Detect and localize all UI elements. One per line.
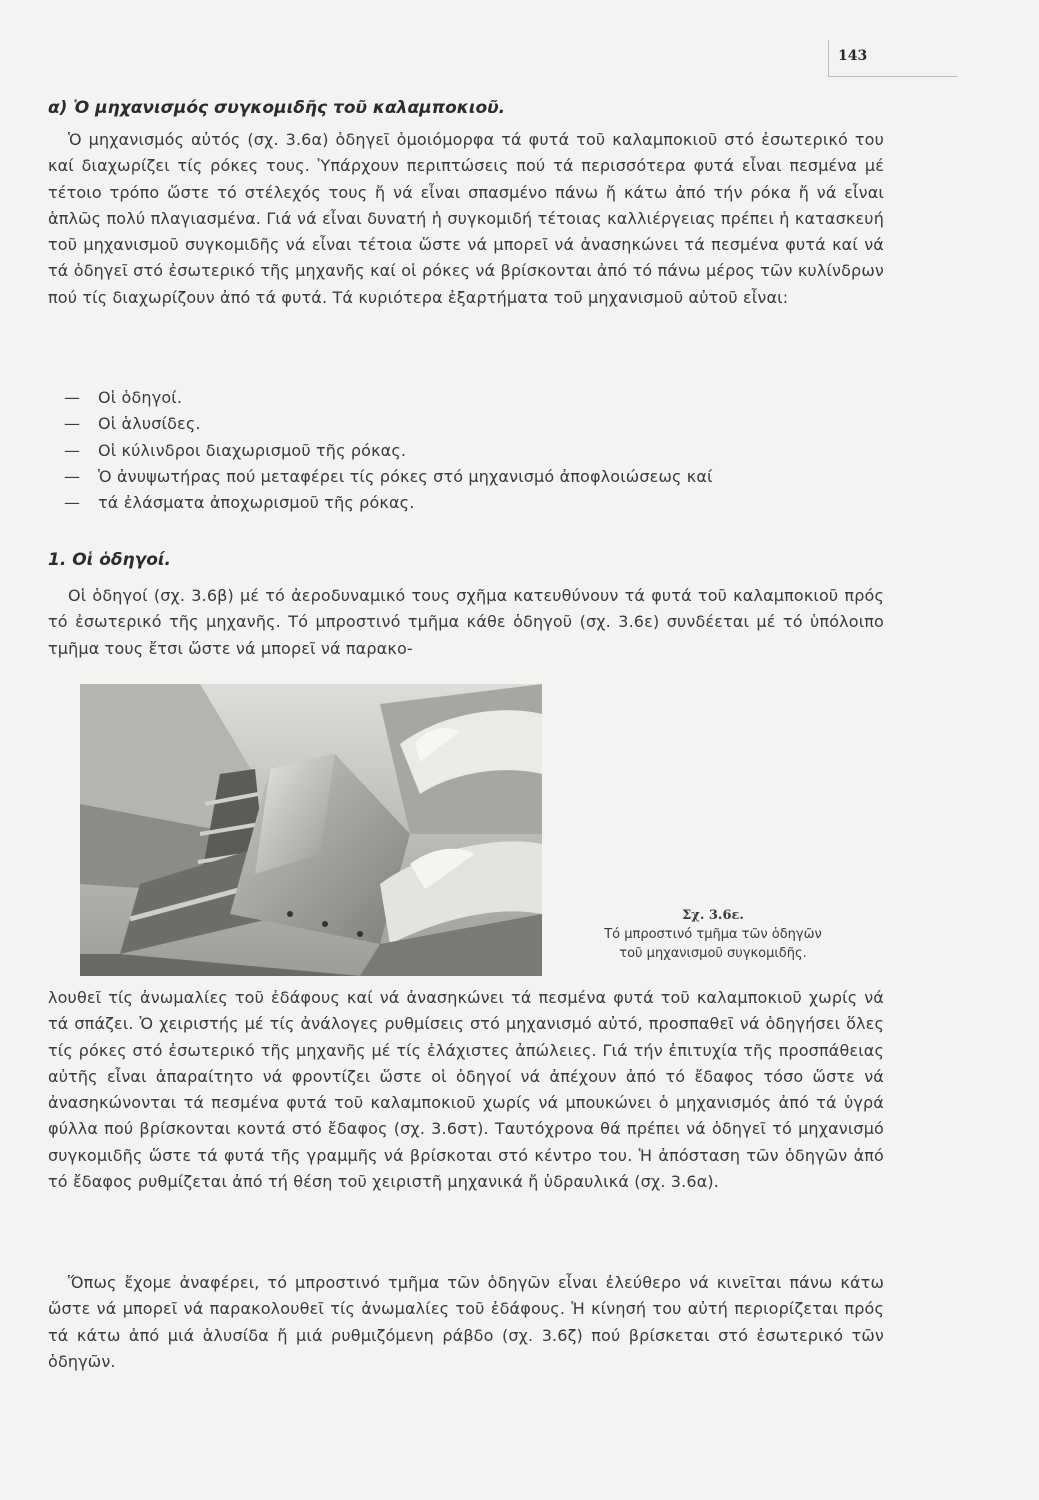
components-list-items <box>48 385 884 516</box>
section-1-paragraph-2-block <box>48 1270 884 1375</box>
list-item <box>48 438 884 464</box>
list-dash: — <box>64 388 81 407</box>
section-1-heading: 1. Οἱ ὁδηγοί. <box>48 550 172 570</box>
list-dash: — <box>64 466 81 486</box>
section-1 <box>48 550 884 570</box>
list-item <box>48 411 884 437</box>
page-number: 143 <box>838 48 868 64</box>
page-corner-rule-horizontal <box>828 76 958 77</box>
list-dash: — <box>64 440 81 460</box>
section-1-paragraph: Οἱ ὁδηγοί (σχ. 3.6β) μέ τό ἀεροδυναμικό τους σχῆμα κατευθύνουν τά φυτά τοῦ καλαμποκιοῦ πρός τό ἐσωτερικό τῆς μηχανῆς. Τό μπροστινό τμῆμα κάθε ὁδηγοῦ (σχ. 3.6ε) συνδέεται μέ τό ὑπόλοιπο τμῆμα τους ἔτσι ὥστε νά μπορεῖ νά παρακο- <box>48 586 884 658</box>
section-1-body <box>48 583 884 662</box>
figure-caption-title: Σχ. 3.6ε. <box>682 908 744 923</box>
list-item-text: Ὁ ἀνυψωτήρας πού μεταφέρει τίς ρόκες στό μηχανισμό ἀποφλοιώσεως καί <box>98 466 713 486</box>
page-corner-rule-vertical <box>828 40 829 76</box>
continuation-paragraph: λουθεῖ τίς ἀνωμαλίες τοῦ ἐδάφους καί νά ἀνασηκώνει τά πεσμένα φυτά τοῦ καλαμποκιοῦ χωρίς νά τά σπάζει. Ὁ χειριστής μέ τίς ἀνάλογες ρυθμίσεις στό μηχανισμό αὐτό, προσπαθεῖ νά ὁδηγήσει ὅλες τίς ρόκες στό ἐσωτερικό τῆς μηχανῆς μέ τίς ἐλάχιστες ἀπώλειες. Γιά τήν ἐπιτυχία τῆς προσπάθειας αὐτῆς εἶναι ἀπαραίτητο νά φροντίζει ὥστε οἱ ὁδηγοί νά ἀπέχουν ἀπό τό ἔδαφος τόσο ὥστε νά ἀνασηκώνονται τά πεσμένα φυτά τοῦ καλαμποκιοῦ χωρίς νά μπουκώνει ὁ μηχανισμός ἀπό τά ὑγρά φύλλα πού βρίσκονται κοντά στό ἔδαφος (σχ. 3.6στ). Ταυτόχρονα θά πρέπει νά ὁδηγεῖ τό μηχανισμό συγκομιδῆς ὥστε τά φυτά τῆς γραμμῆς νά βρίσκοται στό κέντρο του. Ἡ ἀπόσταση τῶν ὁδηγῶν ἀπό τό ἔδαφος ρυθμίζεται ἀπό τή θέση τοῦ χειριστῆ μηχανικά ἤ ὑδραυλικά (σχ. 3.6α). <box>48 988 884 1192</box>
section-a-heading: α) Ὁ μηχανισμός συγκομιδῆς τοῦ καλαμποκιοῦ. <box>48 98 506 118</box>
section-a-body <box>48 127 884 311</box>
section-a-paragraph: Ὁ μηχανισμός αὐτός (σχ. 3.6α) ὁδηγεῖ ὁμοιόμορφα τά φυτά τοῦ καλαμποκιοῦ στό ἐσωτερικό του καί διαχωρίζει τίς ρόκες τους. Ὑπάρχουν περιπτώσεις πού τά περισσότερα φυτά εἶναι πεσμένα μέ τέτοιο τρόπο ὥστε τό στέλεχός τους ἤ νά εἶναι σπασμένο πάνω ἤ κάτω ἀπό τήν ρόκα ἤ νά εἶναι ἁπλῶς πολύ πλαγιασμένα. Γιά νά εἶναι δυνατή ἡ συγκομιδή τέτοιας καλλιέργειας πρέπει ἡ κατασκευή τοῦ μηχανισμοῦ συγκομιδῆς νά εἶναι τέτοια ὥστε νά μπορεῖ νά ἀνασηκώνει τά πεσμένα φυτά καί νά τά ὁδηγεῖ στό ἐσωτερικό τῆς μηχανῆς καί οἱ ρόκες νά βρίσκονται ἀπό τό πάνω μέρος τῶν κυλίνδρων πού τίς διαχωρίζουν ἀπό τά φυτά. Τά κυριότερα ἐξαρτήματα τοῦ μηχανισμοῦ αὐτοῦ εἶναι: <box>48 130 884 307</box>
list-item-text: Οἱ κύλινδροι διαχωρισμοῦ τῆς ρόκας. <box>98 440 407 460</box>
figure-caption-line-2: τοῦ μηχανισμοῦ συγκομιδῆς. <box>619 946 807 961</box>
figure-caption-line-1: Τό μπροστινό τμῆμα τῶν ὁδηγῶν <box>604 927 822 942</box>
section-a <box>48 98 884 118</box>
figure-photo <box>80 684 542 976</box>
list-item-text: Οἱ ἁλυσίδες. <box>98 414 201 434</box>
figure-caption <box>548 906 878 963</box>
list-item-text: Οἱ ὁδηγοί. <box>98 388 183 407</box>
section-1-paragraph-2: Ὅπως ἔχομε ἀναφέρει, τό μπροστινό τμῆμα τῶν ὁδηγῶν εἶναι ἐλεύθερο νά κινεῖται πάνω κάτω ὥστε νά μπορεῖ νά παρακολουθεῖ τίς ἀνωμαλίες τοῦ ἐδάφους. Ἡ κίνησή του αὐτή περιορίζεται πρός τά κάτω ἀπό μιά ἁλυσίδα ἤ μιά ρυθμιζόμενη ράβδο (σχ. 3.6ζ) πού βρίσκεται στό ἐσωτερικό τῶν ὁδηγῶν. <box>48 1273 884 1371</box>
section-1-continuation <box>48 985 884 1195</box>
list-dash: — <box>64 414 81 434</box>
components-list <box>48 385 884 516</box>
guides-photo-drawing <box>80 684 542 976</box>
list-item <box>48 464 884 490</box>
list-item-text: τά ἐλάσματα ἀποχωρισμοῦ τῆς ρόκας. <box>98 493 415 513</box>
list-item <box>48 385 884 411</box>
list-dash: — <box>64 493 81 513</box>
list-item <box>48 490 884 516</box>
